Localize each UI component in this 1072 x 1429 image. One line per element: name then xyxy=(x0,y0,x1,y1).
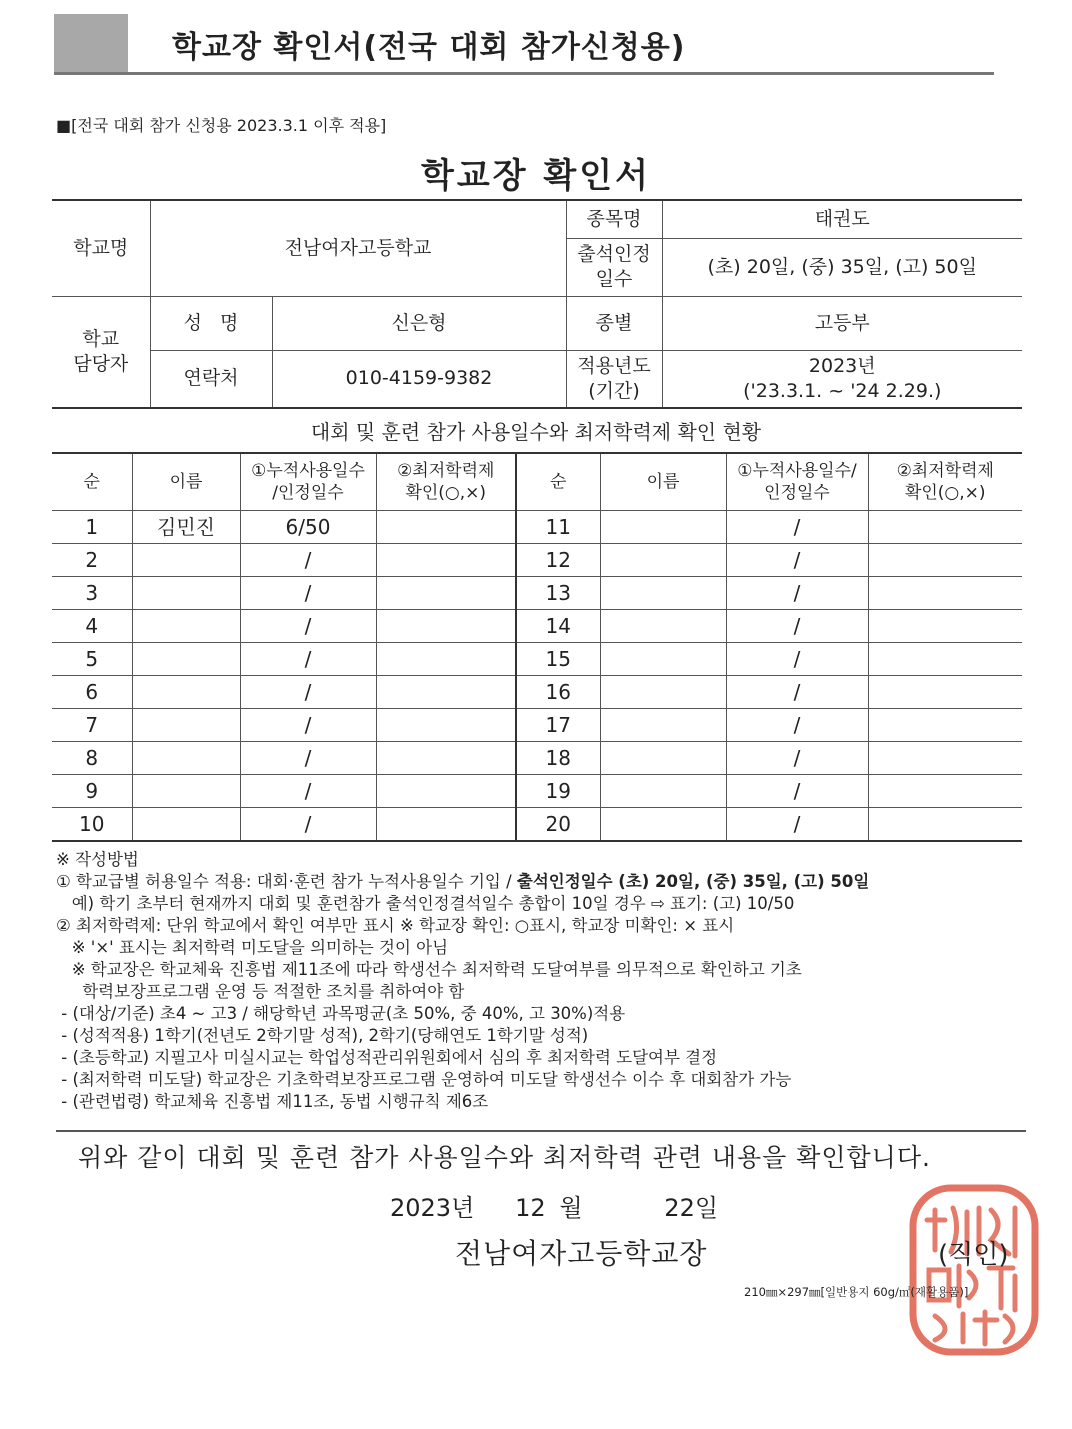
row-name-right xyxy=(600,511,726,544)
contact-value: 010-4159-9382 xyxy=(272,350,566,408)
instruction-dash-5: - (관련법령) 학교체육 진흥법 제11조, 동법 시행규칙 제6조 xyxy=(56,1092,489,1111)
row-name-right xyxy=(600,577,726,610)
header-name-left: 이름 xyxy=(132,453,240,511)
row-name-left xyxy=(132,676,240,709)
row-check-left xyxy=(376,676,516,709)
table-row xyxy=(52,577,1022,610)
table-row xyxy=(52,544,1022,577)
name-value: 신은형 xyxy=(272,296,566,350)
table-row xyxy=(52,610,1022,643)
row-seq-right: 12 xyxy=(516,544,600,577)
table-row xyxy=(52,775,1022,808)
row-check-left xyxy=(376,577,516,610)
instruction-item-2-note-2a: ※ 학교장은 학교체육 진흥법 제11조에 따라 학생선수 최저학력 도달여부를 의무적으로 확인하고 기초 xyxy=(56,960,802,979)
table-row xyxy=(52,511,1022,544)
row-days-right: / xyxy=(726,511,868,544)
row-days-right: / xyxy=(726,808,868,842)
row-check-left xyxy=(376,511,516,544)
table-row xyxy=(52,676,1022,709)
year-label-line1: 적용년도 xyxy=(577,355,651,378)
year-value-line2: ('23.3.1. ~ '24 2.29.) xyxy=(743,379,942,402)
table-row xyxy=(52,643,1022,676)
row-days-left: / xyxy=(240,610,376,643)
row-name-right xyxy=(600,808,726,842)
row-name-right xyxy=(600,676,726,709)
row-name-right xyxy=(600,610,726,643)
header-days-left-line2: /인정일수 xyxy=(272,483,344,503)
row-name-right xyxy=(600,643,726,676)
row-days-right: / xyxy=(726,742,868,775)
row-check-left xyxy=(376,610,516,643)
row-name-left: 김민진 xyxy=(132,511,240,544)
instruction-dash-2: - (성적적용) 1학기(전년도 2학기말 성적), 2학기(당해연도 1학기말 성적) xyxy=(56,1026,589,1045)
row-check-left xyxy=(376,709,516,742)
header-seq-left: 순 xyxy=(52,453,132,511)
row-days-left: / xyxy=(240,709,376,742)
row-name-left xyxy=(132,610,240,643)
row-seq-left: 6 xyxy=(52,676,132,709)
row-seq-left: 2 xyxy=(52,544,132,577)
instruction-item-1-text: ① 학교급별 허용일수 적용: 대회·훈련 참가 누적사용일수 기입 / xyxy=(56,872,517,891)
header-name-right: 이름 xyxy=(600,453,726,511)
row-days-right: / xyxy=(726,709,868,742)
row-days-left: / xyxy=(240,544,376,577)
instructions-rule xyxy=(56,1130,1026,1132)
attendance-label-line1: 출석인정 xyxy=(577,243,651,266)
row-check-right xyxy=(868,610,1022,643)
row-seq-right: 14 xyxy=(516,610,600,643)
row-seq-right: 13 xyxy=(516,577,600,610)
header-days-right-line2: 인정일수 xyxy=(764,483,830,503)
instruction-dash-1: - (대상/기준) 초4 ~ 고3 / 해당학년 과목평균(초 50%, 중 40%, 고 30%)적용 xyxy=(56,1004,626,1023)
row-days-right: / xyxy=(726,775,868,808)
row-seq-left: 5 xyxy=(52,643,132,676)
row-check-right xyxy=(868,709,1022,742)
row-seq-left: 1 xyxy=(52,511,132,544)
date-year: 2023년 xyxy=(390,1194,475,1222)
instructions-heading: ※ 작성방법 xyxy=(56,850,139,869)
row-days-left: / xyxy=(240,775,376,808)
school-value: 전남여자고등학교 xyxy=(150,200,566,296)
row-name-left xyxy=(132,808,240,842)
row-name-right xyxy=(600,742,726,775)
manager-label xyxy=(52,296,150,408)
division-value: 고등부 xyxy=(662,296,1022,350)
school-label: 학교명 xyxy=(52,200,150,296)
event-label: 종목명 xyxy=(566,200,662,238)
instruction-item-1 xyxy=(56,871,1036,893)
row-seq-left: 3 xyxy=(52,577,132,610)
row-name-left xyxy=(132,577,240,610)
row-seq-left: 7 xyxy=(52,709,132,742)
date-line xyxy=(390,1188,718,1223)
note-line: ■[전국 대회 참가 신청용 2023.3.1 이후 적용] xyxy=(56,116,387,135)
division-label: 종별 xyxy=(566,296,662,350)
seal-label: (직인) xyxy=(938,1240,1009,1270)
row-check-right xyxy=(868,544,1022,577)
row-name-left xyxy=(132,742,240,775)
row-check-right xyxy=(868,808,1022,842)
row-check-right xyxy=(868,676,1022,709)
header-days-left-line1: ①누적사용일수 xyxy=(251,460,365,481)
row-seq-left: 8 xyxy=(52,742,132,775)
row-seq-left: 10 xyxy=(52,808,132,842)
year-label-line2: (기간) xyxy=(588,379,640,402)
row-check-left xyxy=(376,808,516,842)
row-seq-right: 19 xyxy=(516,775,600,808)
row-seq-right: 20 xyxy=(516,808,600,842)
row-days-left: / xyxy=(240,643,376,676)
instruction-item-2: ② 최저학력제: 단위 학교에서 확인 여부만 표시 ※ 학교장 확인: ○표시, 학교장 미확인: × 표시 xyxy=(56,916,735,935)
instruction-item-1-example: 예) 학기 초부터 현재까지 대회 및 훈련참가 출석인정결석일수 총합이 10일 경우 ⇨ 표기: (고) 10/50 xyxy=(56,894,795,913)
row-seq-left: 9 xyxy=(52,775,132,808)
header-days-right xyxy=(726,453,868,511)
row-seq-right: 16 xyxy=(516,676,600,709)
row-check-left xyxy=(376,775,516,808)
row-check-right xyxy=(868,577,1022,610)
header-check-left xyxy=(376,453,516,511)
year-value-line1: 2023년 xyxy=(808,355,876,378)
row-days-left: / xyxy=(240,577,376,610)
header-days-left xyxy=(240,453,376,511)
banner-block xyxy=(54,14,128,74)
date-day: 22일 xyxy=(664,1194,719,1222)
attendance-value: (초) 20일, (중) 35일, (고) 50일 xyxy=(662,238,1022,296)
ledger-table xyxy=(52,452,1022,842)
row-days-left: / xyxy=(240,808,376,842)
row-seq-right: 15 xyxy=(516,643,600,676)
instruction-dash-3: - (초등학교) 지필고사 미실시교는 학업성적관리위원회에서 심의 후 최저학력 도달여부 결정 xyxy=(56,1048,718,1067)
row-days-left: / xyxy=(240,676,376,709)
row-seq-right: 17 xyxy=(516,709,600,742)
header-check-right xyxy=(868,453,1022,511)
row-check-right xyxy=(868,643,1022,676)
instruction-item-2-note-2b: 학력보장프로그램 운영 등 적절한 조치를 취하여야 함 xyxy=(56,982,465,1001)
header-seq-right: 순 xyxy=(516,453,600,511)
year-value xyxy=(662,350,1022,408)
info-table xyxy=(52,199,1022,409)
row-days-left: 6/50 xyxy=(240,511,376,544)
attendance-label xyxy=(566,238,662,296)
row-seq-right: 18 xyxy=(516,742,600,775)
row-check-right xyxy=(868,775,1022,808)
row-check-right xyxy=(868,742,1022,775)
row-days-right: / xyxy=(726,676,868,709)
header-check-left-line2: 확인(○,×) xyxy=(405,483,487,503)
header-check-left-line1: ②최저학력제 xyxy=(397,460,495,481)
row-days-right: / xyxy=(726,577,868,610)
row-name-left xyxy=(132,544,240,577)
row-name-right xyxy=(600,544,726,577)
confirm-text: 위와 같이 대회 및 훈련 참가 사용일수와 최저학력 관련 내용을 확인합니다. xyxy=(78,1143,931,1172)
manager-label-line1: 학교 xyxy=(82,328,120,351)
table-row xyxy=(52,742,1022,775)
row-days-right: / xyxy=(726,643,868,676)
doc-title: 학교장 확인서 xyxy=(421,156,651,196)
row-check-left xyxy=(376,643,516,676)
paper-spec: 210㎜×297㎜[일반용지 60g/㎡(재활용품)] xyxy=(744,1285,969,1299)
instruction-dash-4: - (최저학력 미도달) 학교장은 기초학력보장프로그램 운영하여 미도달 학생선수 이수 후 대회참가 가능 xyxy=(56,1070,792,1089)
row-check-left xyxy=(376,544,516,577)
instruction-item-2-note-1: ※ '×' 표시는 최저학력 미도달을 의미하는 것이 아님 xyxy=(56,938,449,957)
signer-title: 전남여자고등학교장 xyxy=(455,1237,708,1270)
banner-rule xyxy=(54,72,994,75)
header-check-right-line1: ②최저학력제 xyxy=(896,460,994,481)
instructions xyxy=(56,849,1036,1113)
header-days-right-line1: ①누적사용일수/ xyxy=(737,460,857,481)
row-name-right xyxy=(600,709,726,742)
event-value: 태권도 xyxy=(662,200,1022,238)
instruction-item-1-bold: 출석인정일수 (초) 20일, (중) 35일, (고) 50일 xyxy=(516,872,870,891)
year-label xyxy=(566,350,662,408)
row-seq-left: 4 xyxy=(52,610,132,643)
contact-label: 연락처 xyxy=(150,350,272,408)
name-label: 성 명 xyxy=(150,296,272,350)
row-days-left: / xyxy=(240,742,376,775)
status-title: 대회 및 훈련 참가 사용일수와 최저학력제 확인 현황 xyxy=(310,420,762,444)
date-month: 12 월 xyxy=(515,1194,583,1222)
manager-label-line2: 담당자 xyxy=(73,352,129,375)
header-check-right-line2: 확인(○,×) xyxy=(904,483,986,503)
table-row xyxy=(52,808,1022,842)
row-name-left xyxy=(132,643,240,676)
table-row xyxy=(52,709,1022,742)
row-seq-right: 11 xyxy=(516,511,600,544)
row-check-left xyxy=(376,742,516,775)
attendance-label-line2: 일수 xyxy=(595,268,633,290)
row-check-right xyxy=(868,511,1022,544)
row-days-right: / xyxy=(726,610,868,643)
row-name-right xyxy=(600,775,726,808)
row-days-right: / xyxy=(726,544,868,577)
row-name-left xyxy=(132,709,240,742)
banner-title: 학교장 확인서(전국 대회 참가신청용) xyxy=(172,30,686,65)
row-name-left xyxy=(132,775,240,808)
